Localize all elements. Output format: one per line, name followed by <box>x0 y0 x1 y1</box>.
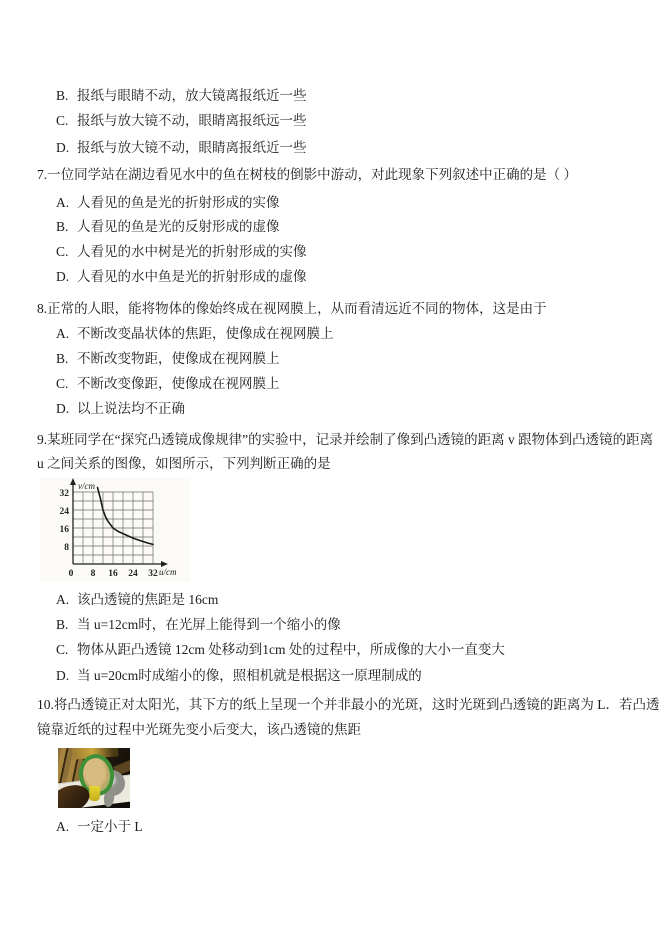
option-text: 该凸透镜的焦距是 16cm <box>77 592 219 607</box>
option-row <box>56 376 280 391</box>
x-tick: 0 <box>68 569 74 579</box>
option-label: A. <box>56 592 70 607</box>
option-label: C. <box>56 113 69 128</box>
option-text: 不断改变晶状体的焦距，使像成在视网膜上 <box>77 326 334 341</box>
option-text: 人看见的鱼是光的反射形成的虚像 <box>77 219 280 234</box>
option-label: A. <box>56 326 70 341</box>
option-label: A. <box>56 195 70 210</box>
option-label: B. <box>56 88 69 103</box>
y-tick: 16 <box>59 525 69 535</box>
option-row <box>56 401 185 416</box>
option-text: 人看见的水中树是光的折射形成的实像 <box>77 244 307 259</box>
option-label: D. <box>56 140 70 155</box>
option-row <box>56 195 280 210</box>
option-text: 不断改变物距，使像成在视网膜上 <box>77 351 280 366</box>
option-text: 报纸与放大镜不动，眼睛离报纸远一些 <box>77 113 307 128</box>
option-text: 一定小于 L <box>77 819 143 834</box>
option-row <box>56 592 218 607</box>
y-tick: 8 <box>64 543 69 553</box>
uv-graph-svg <box>40 477 190 582</box>
uv-graph <box>40 477 190 582</box>
option-label: D. <box>56 269 70 284</box>
option-label: D. <box>56 401 70 416</box>
option-row <box>56 140 307 155</box>
option-label: B. <box>56 351 69 366</box>
option-label: B. <box>56 617 69 632</box>
option-text: 以上说法均不正确 <box>77 401 185 416</box>
option-row <box>56 668 422 683</box>
option-text: 人看见的鱼是光的折射形成的实像 <box>77 195 280 210</box>
option-text: 报纸与放大镜不动，眼睛离报纸近一些 <box>77 140 307 155</box>
option-label: A. <box>56 819 70 834</box>
option-text: 人看见的水中鱼是光的折射形成的虚像 <box>77 269 307 284</box>
option-row <box>56 244 307 259</box>
x-tick: 32 <box>148 569 158 579</box>
question-stem: 8.正常的人眼，能将物体的像始终成在视网膜上，从而看清远近不同的物体，这是由于 <box>37 301 547 316</box>
magnifier-photo <box>58 748 130 808</box>
option-row <box>56 219 280 234</box>
x-axis-label: u/cm <box>159 567 177 577</box>
option-text: 当 u=20cm时成缩小的像，照相机就是根据这一原理制成的 <box>77 668 422 683</box>
option-row <box>56 326 334 341</box>
question-stem: 镜靠近纸的过程中光斑先变小后变大，该凸透镜的焦距 <box>37 722 361 737</box>
option-row <box>56 819 143 834</box>
option-text: 报纸与眼睛不动，放大镜离报纸近一些 <box>77 88 307 103</box>
x-tick: 16 <box>108 569 118 579</box>
option-label: C. <box>56 244 69 259</box>
y-tick: 32 <box>59 489 69 499</box>
option-row <box>56 113 307 128</box>
option-row <box>56 617 341 632</box>
magnifier-handle <box>88 786 100 802</box>
question-stem: 10.将凸透镜正对太阳光，其下方的纸上呈现一个并非最小的光斑，这时光斑到凸透镜的距离为 L．若凸透 <box>37 697 660 712</box>
option-label: D. <box>56 668 70 683</box>
question-stem: 9.某班同学在“探究凸透镜成像规律”的实验中，记录并绘制了像到凸透镜的距离 v 跟物体到凸透镜的距离 <box>37 432 654 447</box>
x-tick: 8 <box>90 569 96 579</box>
question-stem: 7.一位同学站在湖边看见水中的鱼在树枝的倒影中游动，对此现象下列叙述中正确的是（ ） <box>37 167 577 182</box>
option-label: C. <box>56 642 69 657</box>
option-row <box>56 642 505 657</box>
y-tick: 24 <box>59 507 69 517</box>
option-text: 物体从距凸透镜 12cm 处移动到1cm 处的过程中，所成像的大小一直变大 <box>77 642 505 657</box>
option-text: 当 u=12cm时，在光屏上能得到一个缩小的像 <box>77 617 341 632</box>
option-label: B. <box>56 219 69 234</box>
option-row <box>56 269 307 284</box>
option-row <box>56 88 307 103</box>
question-stem: u 之间关系的图像，如图所示，下列判断正确的是 <box>37 456 331 471</box>
x-tick: 24 <box>128 569 138 579</box>
option-label: C. <box>56 376 69 391</box>
y-axis-label: v/cm <box>78 481 95 491</box>
option-text: 不断改变像距，使像成在视网膜上 <box>77 376 280 391</box>
option-row <box>56 351 280 366</box>
